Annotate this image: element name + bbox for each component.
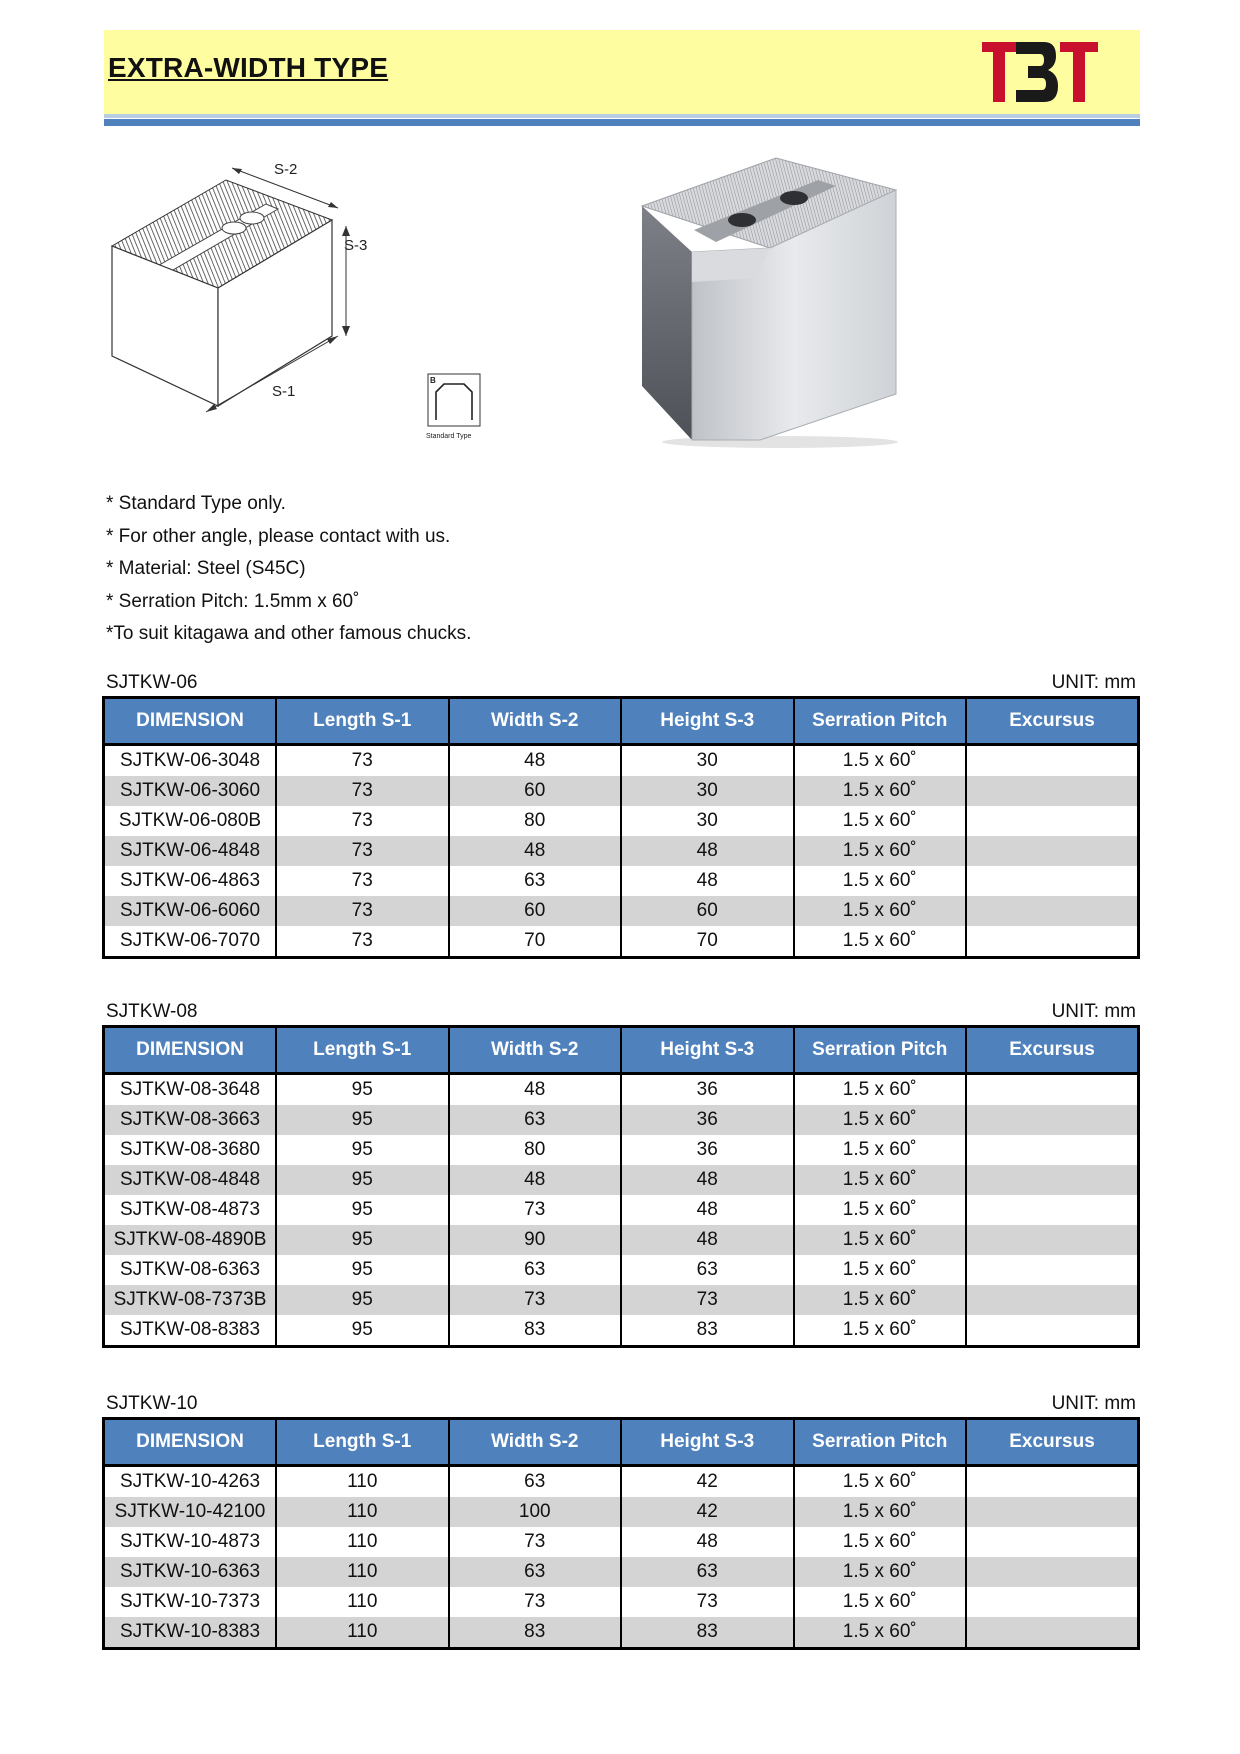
table-cell: SJTKW-10-6363: [104, 1557, 277, 1587]
table-cell: 110: [276, 1617, 449, 1649]
table-cell: 1.5 x 60˚: [794, 1105, 967, 1135]
table-cell: 100: [449, 1497, 622, 1527]
table-cell: [966, 806, 1139, 836]
standard-type-label: Standard Type: [426, 433, 472, 440]
table-cell: SJTKW-06-4863: [104, 866, 277, 896]
table-cell: 110: [276, 1497, 449, 1527]
table-cell: 36: [621, 1105, 794, 1135]
table-cell: 1.5 x 60˚: [794, 1315, 967, 1347]
column-header: Width S-2: [449, 1419, 622, 1466]
table-row: [104, 1165, 1139, 1195]
section-name: SJTKW-08: [106, 1001, 198, 1022]
table-cell: [966, 1587, 1139, 1617]
table-cell: SJTKW-08-7373B: [104, 1285, 277, 1315]
table-cell: 30: [621, 776, 794, 806]
column-header: Length S-1: [276, 698, 449, 745]
column-header: Height S-3: [621, 1419, 794, 1466]
table-row: [104, 866, 1139, 896]
table-cell: 80: [449, 1135, 622, 1165]
table-cell: 83: [621, 1617, 794, 1649]
table-cell: 48: [621, 1165, 794, 1195]
table-row: [104, 1285, 1139, 1315]
table-cell: 73: [276, 896, 449, 926]
table-row: [104, 836, 1139, 866]
table-cell: 1.5 x 60˚: [794, 1165, 967, 1195]
table-cell: 110: [276, 1557, 449, 1587]
table-cell: 48: [449, 745, 622, 777]
label-s1: S-1: [272, 383, 296, 400]
column-header: Height S-3: [621, 698, 794, 745]
table-cell: 48: [449, 836, 622, 866]
table-cell: 73: [276, 776, 449, 806]
note-item: * Material: Steel (S45C): [106, 558, 306, 579]
table-cell: 80: [449, 806, 622, 836]
column-header: Width S-2: [449, 698, 622, 745]
unit-label: UNIT: mm: [1051, 672, 1136, 693]
table-cell: 73: [449, 1195, 622, 1225]
standard-type-profile: [420, 370, 500, 450]
table-row: [104, 745, 1139, 777]
table-cell: SJTKW-10-4873: [104, 1527, 277, 1557]
table-cell: SJTKW-08-4848: [104, 1165, 277, 1195]
notes-list: [106, 488, 471, 651]
column-header: DIMENSION: [104, 1027, 277, 1074]
table-cell: 1.5 x 60˚: [794, 1497, 967, 1527]
note-item: * Serration Pitch: 1.5mm x 60˚: [106, 590, 360, 612]
table-cell: 36: [621, 1074, 794, 1106]
table-cell: 1.5 x 60˚: [794, 896, 967, 926]
spec-table: [102, 1025, 1140, 1348]
table-row: [104, 776, 1139, 806]
column-header: Serration Pitch: [794, 698, 967, 745]
column-header: Excursus: [966, 698, 1139, 745]
table-cell: 95: [276, 1315, 449, 1347]
table-cell: 60: [449, 776, 622, 806]
table-cell: 73: [276, 745, 449, 777]
table-cell: 63: [449, 1105, 622, 1135]
table-cell: 42: [621, 1497, 794, 1527]
table-cell: SJTKW-08-8383: [104, 1315, 277, 1347]
table-cell: 1.5 x 60˚: [794, 1617, 967, 1649]
table-cell: 1.5 x 60˚: [794, 1587, 967, 1617]
table-cell: 1.5 x 60˚: [794, 776, 967, 806]
table-cell: 48: [621, 1195, 794, 1225]
table-header-row: [104, 698, 1139, 745]
table-cell: SJTKW-10-8383: [104, 1617, 277, 1649]
table-cell: 1.5 x 60˚: [794, 1135, 967, 1165]
table-header-row: [104, 1027, 1139, 1074]
table-cell: SJTKW-06-6060: [104, 896, 277, 926]
table-cell: 110: [276, 1587, 449, 1617]
table-cell: 63: [449, 1255, 622, 1285]
tbt-logo: [982, 38, 1098, 104]
column-header: Excursus: [966, 1027, 1139, 1074]
column-header: DIMENSION: [104, 1419, 277, 1466]
table-row: [104, 1527, 1139, 1557]
table-cell: SJTKW-08-4873: [104, 1195, 277, 1225]
table-row: [104, 1074, 1139, 1106]
table-cell: [966, 1466, 1139, 1498]
table-cell: 70: [449, 926, 622, 958]
table-row: [104, 1105, 1139, 1135]
table-cell: 1.5 x 60˚: [794, 745, 967, 777]
table-cell: [966, 1315, 1139, 1347]
table-cell: 48: [621, 836, 794, 866]
table-cell: SJTKW-06-3048: [104, 745, 277, 777]
table-cell: 63: [449, 1557, 622, 1587]
note-item: * Standard Type only.: [106, 493, 286, 514]
table-cell: 42: [621, 1466, 794, 1498]
table-cell: 90: [449, 1225, 622, 1255]
table-cell: 1.5 x 60˚: [794, 926, 967, 958]
table-cell: 48: [449, 1074, 622, 1106]
table-header-row: [104, 1419, 1139, 1466]
table-cell: 73: [449, 1587, 622, 1617]
table-cell: 95: [276, 1135, 449, 1165]
table-cell: [966, 836, 1139, 866]
table-cell: 30: [621, 806, 794, 836]
page-title: EXTRA-WIDTH TYPE: [108, 52, 389, 83]
table-cell: 83: [449, 1315, 622, 1347]
table-cell: [966, 776, 1139, 806]
table-row: [104, 1195, 1139, 1225]
table-cell: 73: [449, 1527, 622, 1557]
table-cell: 95: [276, 1255, 449, 1285]
table-cell: 110: [276, 1466, 449, 1498]
column-header: Width S-2: [449, 1027, 622, 1074]
table-cell: SJTKW-10-7373: [104, 1587, 277, 1617]
table-row: [104, 896, 1139, 926]
table-cell: 1.5 x 60˚: [794, 836, 967, 866]
table-row: [104, 1135, 1139, 1165]
table-cell: 1.5 x 60˚: [794, 1225, 967, 1255]
section-sjtkw-08: [102, 999, 1140, 1348]
table-row: [104, 1587, 1139, 1617]
table-cell: 83: [621, 1315, 794, 1347]
table-cell: [966, 1195, 1139, 1225]
table-cell: 73: [621, 1587, 794, 1617]
label-s3: S-3: [344, 237, 368, 254]
column-header: Length S-1: [276, 1419, 449, 1466]
table-cell: [966, 1285, 1139, 1315]
table-cell: [966, 1165, 1139, 1195]
table-cell: [966, 1255, 1139, 1285]
table-cell: [966, 1225, 1139, 1255]
table-cell: 1.5 x 60˚: [794, 1074, 967, 1106]
table-cell: [966, 1497, 1139, 1527]
table-cell: 95: [276, 1105, 449, 1135]
table-cell: 63: [621, 1255, 794, 1285]
table-row: [104, 1225, 1139, 1255]
table-cell: 110: [276, 1527, 449, 1557]
table-cell: 1.5 x 60˚: [794, 1285, 967, 1315]
column-header: DIMENSION: [104, 698, 277, 745]
table-cell: 73: [621, 1285, 794, 1315]
table-cell: [966, 745, 1139, 777]
standard-mark: B: [430, 376, 436, 385]
note-item: * For other angle, please contact with us.: [106, 525, 451, 547]
unit-label: UNIT: mm: [1051, 1001, 1136, 1022]
table-cell: [966, 926, 1139, 958]
spec-table: [102, 696, 1140, 959]
table-cell: 73: [276, 806, 449, 836]
table-cell: [966, 1617, 1139, 1649]
table-cell: 95: [276, 1195, 449, 1225]
table-cell: 73: [276, 866, 449, 896]
table-cell: [966, 1074, 1139, 1106]
table-cell: SJTKW-06-080B: [104, 806, 277, 836]
table-row: [104, 1315, 1139, 1347]
section-name: SJTKW-10: [106, 1393, 198, 1414]
unit-label: UNIT: mm: [1051, 1393, 1136, 1414]
table-cell: [966, 1557, 1139, 1587]
table-cell: 95: [276, 1225, 449, 1255]
table-cell: 83: [449, 1617, 622, 1649]
table-cell: SJTKW-10-42100: [104, 1497, 277, 1527]
section-name: SJTKW-06: [106, 672, 198, 693]
table-cell: 1.5 x 60˚: [794, 806, 967, 836]
table-cell: 30: [621, 745, 794, 777]
column-header: Excursus: [966, 1419, 1139, 1466]
table-cell: 60: [621, 896, 794, 926]
note-item: *To suit kitagawa and other famous chucks.: [106, 623, 472, 644]
table-cell: 95: [276, 1074, 449, 1106]
table-row: [104, 1466, 1139, 1498]
jaw-dimension-drawing: [106, 160, 426, 440]
header-rule-light: [104, 114, 1140, 118]
table-cell: SJTKW-08-3663: [104, 1105, 277, 1135]
table-cell: 95: [276, 1285, 449, 1315]
table-cell: 48: [621, 1225, 794, 1255]
table-row: [104, 1255, 1139, 1285]
table-cell: 1.5 x 60˚: [794, 1195, 967, 1225]
table-cell: 73: [276, 926, 449, 958]
table-cell: 1.5 x 60˚: [794, 866, 967, 896]
table-cell: 60: [449, 896, 622, 926]
table-cell: 63: [449, 866, 622, 896]
table-cell: 73: [276, 836, 449, 866]
table-cell: 73: [449, 1285, 622, 1315]
table-cell: 95: [276, 1165, 449, 1195]
jaw-photo: [630, 150, 920, 450]
table-row: [104, 1497, 1139, 1527]
table-cell: 70: [621, 926, 794, 958]
header-rule-dark: [104, 119, 1140, 126]
table-cell: 1.5 x 60˚: [794, 1557, 967, 1587]
table-cell: 63: [621, 1557, 794, 1587]
table-cell: SJTKW-08-3680: [104, 1135, 277, 1165]
table-cell: 36: [621, 1135, 794, 1165]
table-cell: 1.5 x 60˚: [794, 1527, 967, 1557]
table-row: [104, 806, 1139, 836]
table-cell: 48: [621, 1527, 794, 1557]
table-cell: 48: [621, 866, 794, 896]
table-cell: 48: [449, 1165, 622, 1195]
table-cell: 63: [449, 1466, 622, 1498]
table-cell: [966, 896, 1139, 926]
table-row: [104, 1617, 1139, 1649]
table-cell: SJTKW-06-3060: [104, 776, 277, 806]
table-cell: SJTKW-08-6363: [104, 1255, 277, 1285]
table-cell: [966, 1135, 1139, 1165]
section-sjtkw-10: [102, 1391, 1140, 1650]
table-cell: [966, 866, 1139, 896]
table-cell: [966, 1105, 1139, 1135]
table-row: [104, 926, 1139, 958]
table-row: [104, 1557, 1139, 1587]
column-header: Length S-1: [276, 1027, 449, 1074]
table-cell: SJTKW-06-4848: [104, 836, 277, 866]
table-cell: 1.5 x 60˚: [794, 1466, 967, 1498]
table-cell: [966, 1527, 1139, 1557]
column-header: Height S-3: [621, 1027, 794, 1074]
table-cell: SJTKW-06-7070: [104, 926, 277, 958]
section-sjtkw-06: [102, 670, 1140, 959]
table-cell: 1.5 x 60˚: [794, 1255, 967, 1285]
table-cell: SJTKW-08-4890B: [104, 1225, 277, 1255]
spec-table: [102, 1417, 1140, 1650]
label-s2: S-2: [274, 161, 298, 178]
table-cell: SJTKW-10-4263: [104, 1466, 277, 1498]
column-header: Serration Pitch: [794, 1419, 967, 1466]
table-cell: SJTKW-08-3648: [104, 1074, 277, 1106]
column-header: Serration Pitch: [794, 1027, 967, 1074]
